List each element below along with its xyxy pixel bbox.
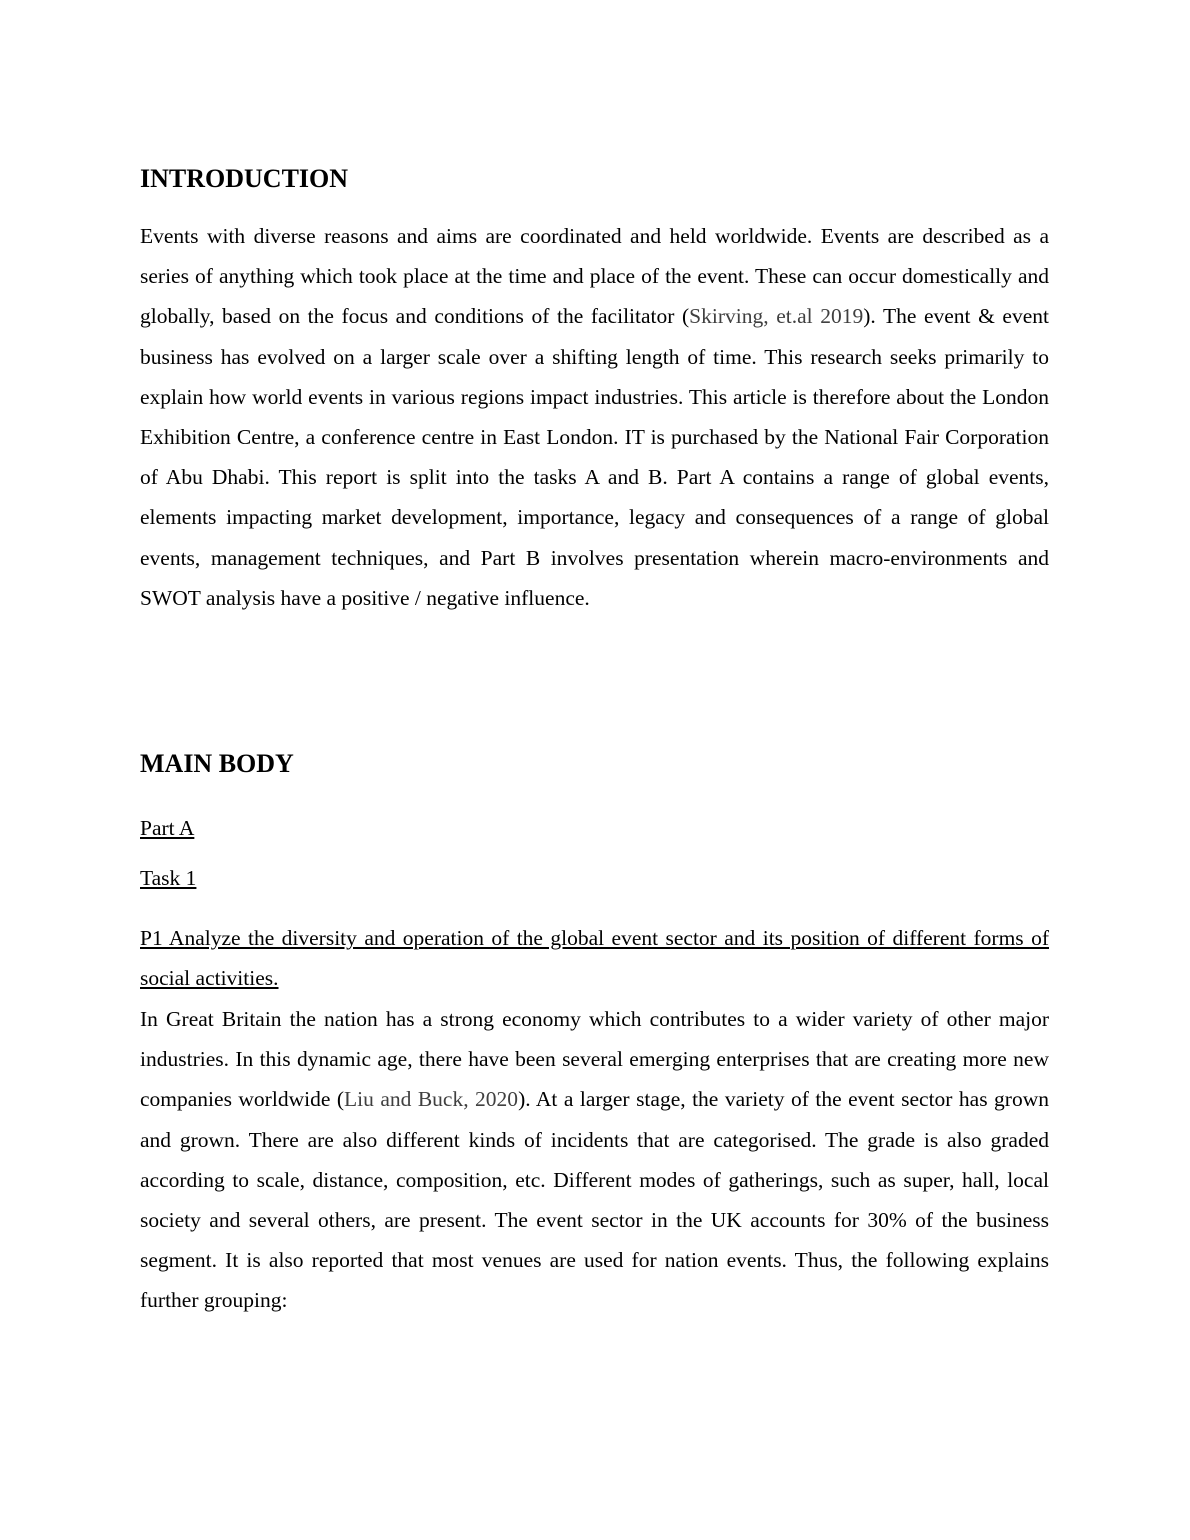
- main-body-heading: MAIN BODY: [140, 749, 294, 778]
- introduction-text-part-1: Events with diverse reasons and aims are coordinated and held worldwide. Events are described as a series of anything which took place at the time and place of the event. These can occur domestically and globally, based on the focus and conditions of the facilitator (: [140, 224, 1049, 329]
- main-body-paragraph: [140, 999, 1049, 1321]
- p1-subheading: P1 Analyze the diversity and operation of the global event sector and its position of different forms of social activities.: [140, 926, 1049, 991]
- task-1-label: Task 1: [140, 866, 197, 890]
- part-a-label: Part A: [140, 816, 195, 840]
- main-body-citation: Liu and Buck, 2020: [344, 1087, 519, 1112]
- introduction-citation: Skirving, et.al 2019: [689, 304, 864, 329]
- introduction-heading: INTRODUCTION: [140, 164, 349, 193]
- main-body-text-part-2: ). At a larger stage, the variety of the event sector has grown and grown. There are also different kinds of incidents that are categorised. The grade is also graded according to scale, distance, composition, etc. Different modes of gatherings, such as super, hall, local society and several others, are present. The event sector in the UK accounts for 30% of the business segment. It is also reported that most venues are used for nation events. Thus, the following explains further grouping:: [140, 1087, 1049, 1313]
- introduction-text-part-2: ). The event & event business has evolved on a larger scale over a shifting length of time. This research seeks primarily to explain how world events in various regions impact industries. This article is therefore about the London Exhibition Centre, a conference centre in East London. IT is purchased by the National Fair Corporation of Abu Dhabi. This report is split into the tasks A and B. Part A contains a range of global events, elements impacting market development, importance, legacy and consequences of a range of global events, management techniques, and Part B involves presentation wherein macro-environments and SWOT analysis have a positive / negative influence.: [140, 304, 1049, 610]
- introduction-paragraph: [140, 216, 1049, 618]
- main-body-text-part-1: In Great Britain the nation has a strong economy which contributes to a wider variety of other major industries. In this dynamic age, there have been several emerging enterprises that are creating more new companies worldwide (: [140, 1007, 1049, 1112]
